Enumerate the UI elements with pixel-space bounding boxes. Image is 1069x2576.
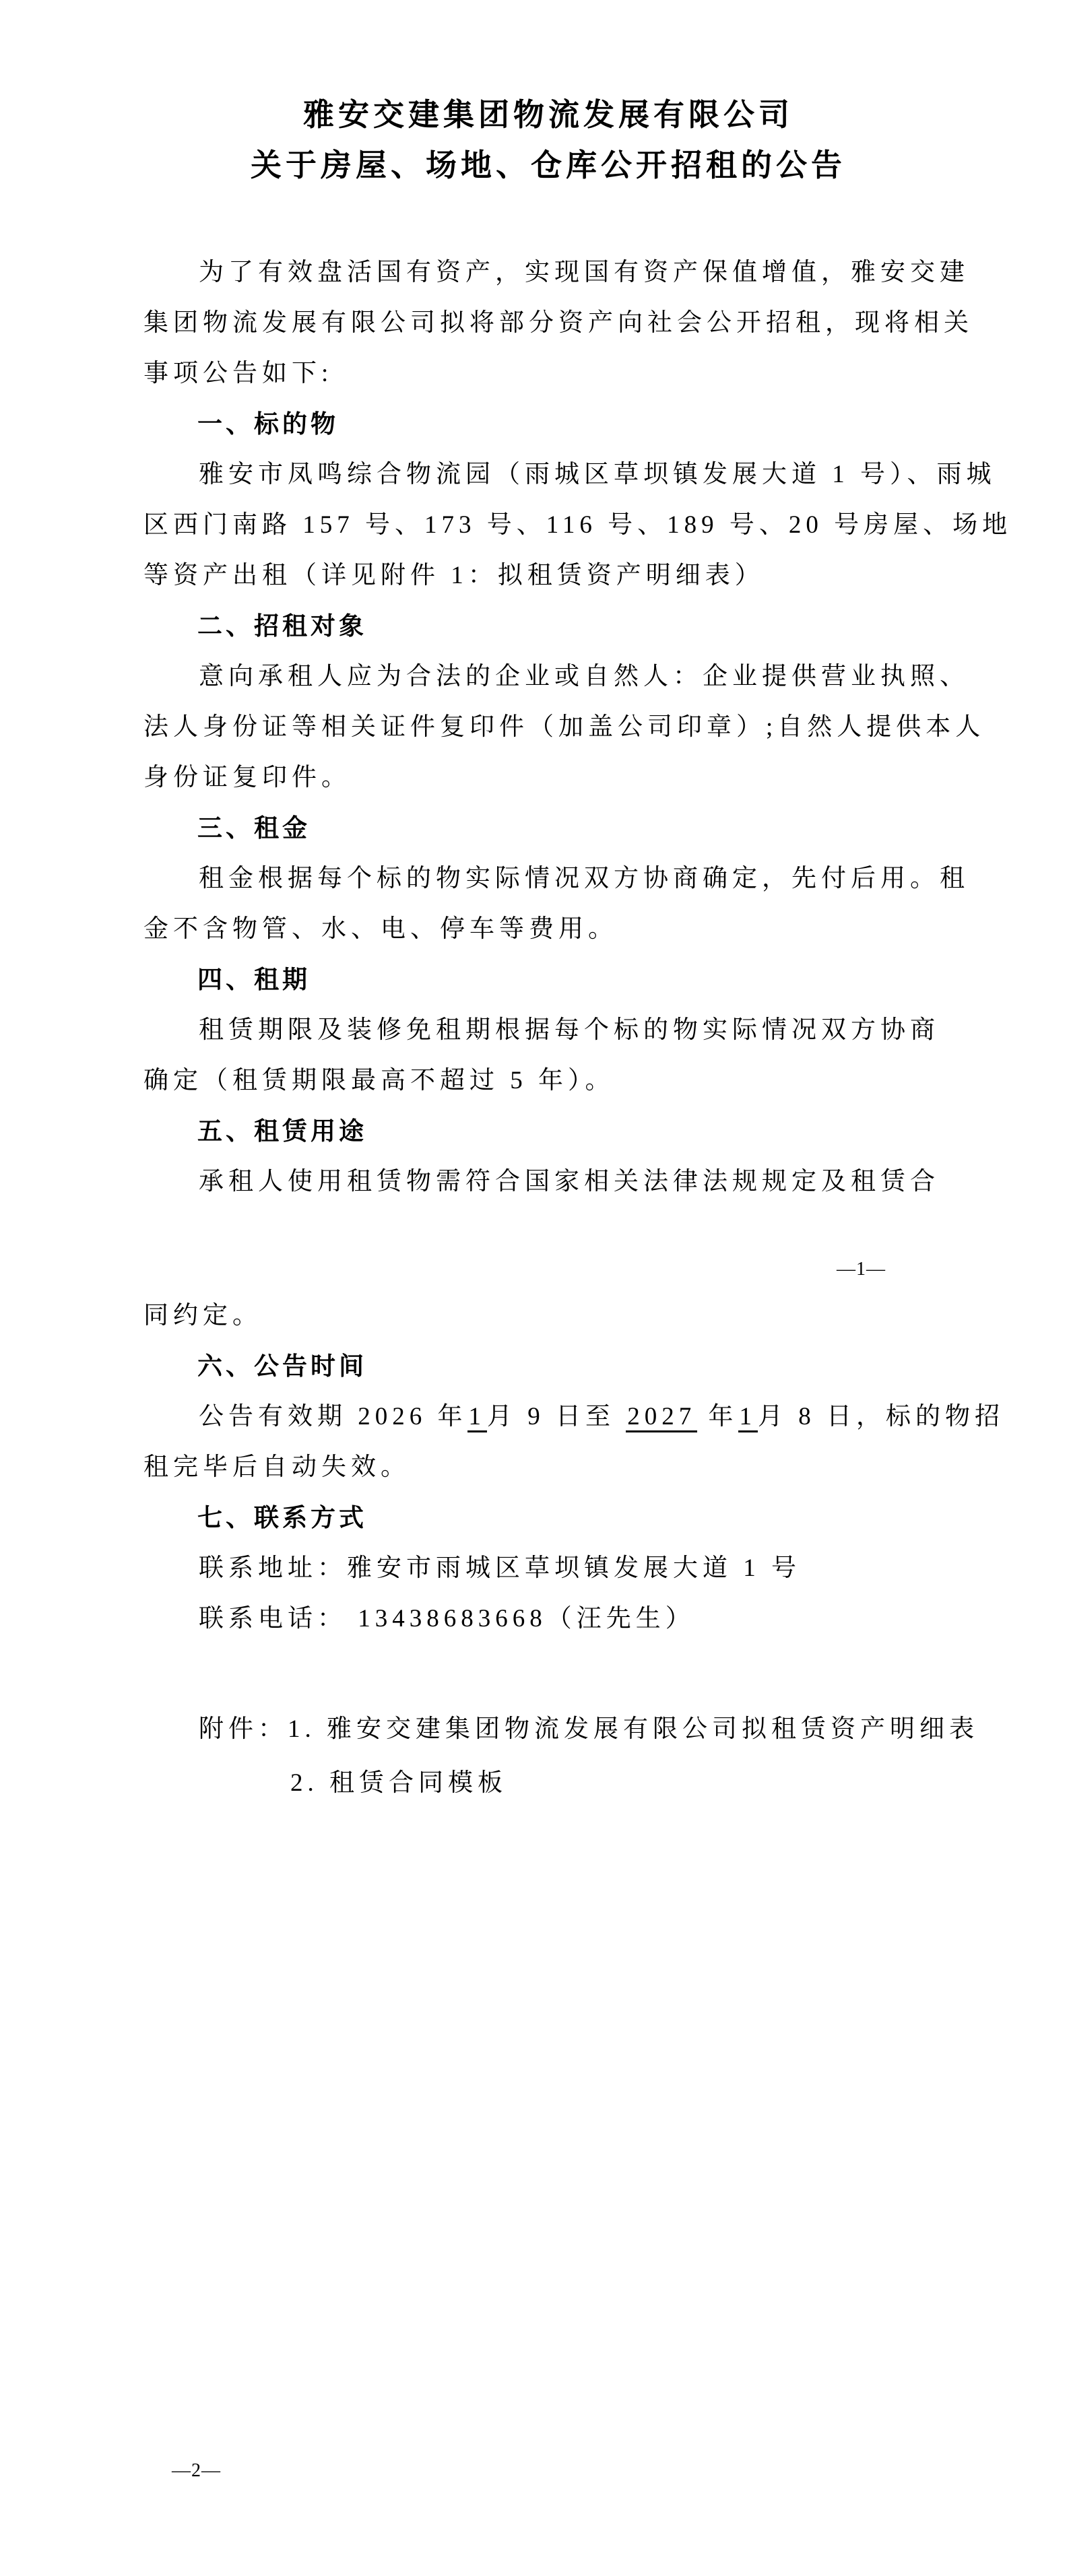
doc-line: 事项公告如下: bbox=[143, 360, 333, 387]
doc-line: 租金根据每个标的物实际情况双方协商确定，先付后用。租 bbox=[199, 865, 969, 892]
doc-line: 为了有效盘活国有资产，实现国有资产保值增值，雅安交建 bbox=[199, 259, 969, 286]
text-segment: 月 8 日，标的物招 bbox=[758, 1403, 1004, 1430]
section-heading: 六、公告时间 bbox=[197, 1352, 367, 1380]
doc-line: 区西门南路 157 号、173 号、116 号、189 号、20 号房屋、场地 bbox=[143, 511, 1012, 539]
page-number-2: —2— bbox=[172, 2460, 221, 2481]
doc-line: 承租人使用租赁物需符合国家相关法律法规规定及租赁合 bbox=[199, 1168, 940, 1195]
section-heading: 七、联系方式 bbox=[197, 1504, 367, 1531]
body-page-2 bbox=[143, 1290, 1004, 1644]
doc-line: 联系地址：雅安市雨城区草坝镇发展大道 1 号 bbox=[199, 1554, 801, 1582]
section-heading: 一、标的物 bbox=[197, 410, 339, 438]
doc-line: 2. 租赁合同模板 bbox=[290, 1769, 507, 1797]
doc-line: 意向承租人应为合法的企业或自然人：企业提供营业执照、 bbox=[199, 663, 969, 690]
text-segment: 年 bbox=[697, 1403, 738, 1430]
doc-line: 同约定。 bbox=[143, 1302, 262, 1329]
underlined-date-field: 1 bbox=[467, 1403, 488, 1432]
section-heading: 三、租金 bbox=[197, 814, 311, 842]
underlined-date-field: 2027 bbox=[626, 1403, 697, 1432]
section-heading: 二、招租对象 bbox=[197, 612, 367, 640]
doc-line: 等资产出租（详见附件 1：拟租赁资产明细表） bbox=[143, 562, 765, 589]
doc-line: 雅安市凤鸣综合物流园（雨城区草坝镇发展大道 1 号）、雨城 bbox=[199, 461, 996, 488]
doc-title bbox=[143, 90, 953, 191]
attachments-block bbox=[143, 1703, 979, 1810]
doc-line: 法人身份证等相关证件复印件（加盖公司印章）;自然人提供本人 bbox=[143, 713, 985, 741]
doc-line: 联系电话： 13438683668（汪先生） bbox=[199, 1605, 695, 1632]
doc-line: 确定（租赁期限最高不超过 5 年）。 bbox=[143, 1067, 615, 1094]
body-page-1 bbox=[143, 247, 1012, 1207]
page-number-1: —1— bbox=[837, 1259, 886, 1280]
doc-line: 身份证复印件。 bbox=[143, 764, 351, 791]
underlined-date-field: 1 bbox=[738, 1403, 758, 1432]
doc-line: 租赁期限及装修免租期根据每个标的物实际情况双方协商 bbox=[199, 1016, 940, 1044]
doc-line: 金不含物管、水、电、停车等费用。 bbox=[143, 915, 618, 943]
doc-line: 集团物流发展有限公司拟将部分资产向社会公开招租，现将相关 bbox=[143, 309, 973, 337]
text-segment: 公告有效期 2026 年 bbox=[199, 1403, 467, 1430]
text-segment: 月 9 日至 bbox=[487, 1403, 626, 1430]
doc-title-line-2: 关于房屋、场地、仓库公开招租的公告 bbox=[251, 148, 846, 183]
doc-line: 租完毕后自动失效。 bbox=[143, 1453, 410, 1481]
doc-line bbox=[143, 1391, 1004, 1442]
section-heading: 五、租赁用途 bbox=[197, 1117, 367, 1145]
doc-title-line-1: 雅安交建集团物流发展有限公司 bbox=[303, 98, 793, 132]
doc-line: 附件：1. 雅安交建集团物流发展有限公司拟租赁资产明细表 bbox=[199, 1715, 979, 1743]
section-heading: 四、租期 bbox=[197, 966, 311, 993]
